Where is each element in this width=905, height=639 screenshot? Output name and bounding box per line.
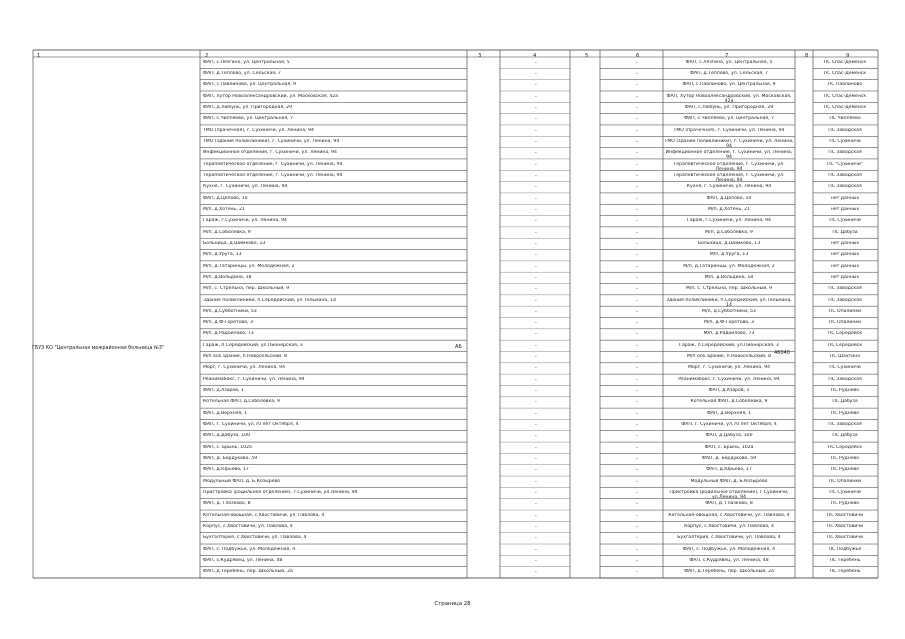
row-substation: ПС Дабуза [832,399,858,405]
row-address: ФАП, г. Сухиничи, ул.70 лет Октября, 4 [681,422,777,428]
row-col6-dash: - [636,161,638,168]
row-col6-dash: - [636,320,638,327]
row-substation: ПС Руднево [830,388,860,394]
row-object-name: Морг, г. Сухиничи, ул. Ленина, 94 [203,365,286,371]
row-col4-dash: - [535,229,537,236]
row-col6-dash: - [636,546,638,553]
row-substation: ПС Шахтино [829,354,861,360]
row-col6-dash: - [636,444,638,451]
row-object-name: М/п, д.Татаринцы, ул. Молодежная, 2 [203,263,295,269]
page-number: Страница 28 [434,601,471,607]
row-address: ФАП, д.Дабуза, 100 [705,433,753,439]
row-col4-dash: - [535,535,537,542]
row-object-name: Терапевтическое отделение, г. Сухиничи, ул. Ленина, 94 [203,161,343,167]
row-object-name: Инфекционное отделение, г. Сухиничи, ул. Ленина, 94 [203,150,337,156]
row-address: ФАП, д. Бордуково, 59 [701,456,757,462]
row-address: М/п, д.Вольдино, 18 [704,274,754,280]
row-address: Корпус, с.Хвостовичи, ул. Павлова, 4 [684,524,774,530]
row-substation: ПС Заводская [828,297,862,303]
row-col6-dash: - [636,229,638,236]
row-address: ФАП, с. Брынь, 102а [704,444,754,450]
row-col6-dash: - [636,286,638,293]
row-substation: ПС Чипляево [829,116,861,122]
row-col6-dash: - [636,172,638,179]
row-col4-dash: - [535,184,537,191]
row-col4-dash: - [535,410,537,417]
row-address: М/п, д.Хотень, 21 [707,206,750,212]
row-object-name: ТМО (здание поликлиники), г. Сухиничи, ул. Ленина, 94 [203,138,340,144]
row-substation: ПС Опалинки [828,308,862,314]
row-address: ФАП, д.Теплово, ул. Сельская, 7 [690,70,768,76]
row-object-name: Больница, д.Шимково, 13 [203,240,266,246]
row-address: ФАП, с. Подбужье, ул. Молодежная, 4 [682,546,776,552]
row-col4-dash: - [535,342,537,349]
row-object-name: Корпус, с.Хвостовичи, ул. Павлова, 4 [203,524,293,530]
column-number-1: 1 [37,53,41,59]
row-object-name: ФАП, с.Павлиново, ул. Центральная, 9 [203,82,297,88]
row-object-name: М/п, д.Соболевка, 9 [203,229,251,235]
row-col6-dash: - [636,127,638,134]
row-substation: ПС Подбужье [828,546,862,552]
row-substation: ПС Теребень [829,569,861,575]
row-address: М/п, д.Ф-Горетово, 3 [704,320,754,326]
row-col4-dash: - [535,116,537,123]
row-object-name: ФАП, д.Теплово, ул. Сельская, 7 [203,70,281,76]
row-substation: ПС Заводская [828,376,862,382]
row-col6-dash: - [636,104,638,111]
row-object-name: М/п, д.Радоилово, 73 [203,331,254,337]
row-col6-dash: - [636,365,638,372]
row-object-name: ФАП, г. Сухиничи, ул.70 лет Октября, 4 [203,422,299,428]
row-substation: ПС Руднево [830,410,860,416]
row-object-name: Котельная-овощная, с.Хвостовичи, ул. Павлова, 4 [203,512,325,518]
row-address: Кухня, г. Сухиничи, ул. Ленина, 94 [686,184,772,190]
row-col6-dash: - [636,342,638,349]
row-address: М/п, д.Уруга, 13 [709,252,749,258]
row-address: М/п, с. Стрельна, пер. Школьный, 9 [685,286,773,292]
row-object-name: ФАП, с.Кудрявец, ул. Ленина, 48 [203,558,283,563]
row-object-name: Кухня, г. Сухиничи, ул. Ленина, 94 [203,184,288,190]
row-col6-dash: - [636,422,638,429]
row-col4-dash: - [535,320,537,327]
row-col6-dash: - [636,297,638,304]
row-address: М/п, д.Субботники, 53 [702,308,756,314]
row-object-name: Здание поликлиники, п.Середейский, ул.Тельмана, 14 [203,297,336,303]
row-col6-dash: - [636,524,638,531]
row-col6-dash: - [636,456,638,463]
row-col6-dash: - [636,252,638,259]
row-object-name: ФАП, Хутор Новоалександровский, ул. Московская, 42а [203,93,339,99]
row-object-name: ФАП, д.Цепово, 10 [203,195,248,201]
row-col6-dash: - [636,512,638,519]
row-col4-dash: - [535,150,537,157]
row-object-name: ФАП, д.Теребень, пер. Школьный, 2а [203,569,293,575]
row-substation: нет данных [830,240,860,246]
row-address: ФАП, с.Чипляево, ул. Центральная, 7 [683,116,774,122]
row-col4-dash: - [535,512,537,519]
column-number-5: 5 [585,53,589,59]
row-address: ТМО (прачечная), г. Сухиничи, ул. Ленина, 94 [673,127,785,133]
row-object-name: ФАП, с. Брынь, 102а [203,444,252,450]
row-substation: нет данных [830,252,860,258]
row-object-name: ФАП, д.Верхняя, 1 [203,410,248,416]
row-col6-dash: - [636,308,638,315]
row-address: Гараж, п.Середейский, ул.Пионерская, 3 [679,342,779,348]
row-col4-dash: - [535,82,537,89]
row-address: Больница, д.Шимково, 13 [697,240,761,246]
row-object-name: ФАП, с. Подбужье, ул. Молодежная, 4 [203,546,296,552]
row-col4-dash: - [535,490,537,497]
row-address: Терапевтическое отделение, г. Сухиничи, ул. Ленина, 94 [673,172,785,184]
row-col6-dash: - [636,184,638,191]
row-col4-dash: - [535,127,537,134]
row-address: ФАП, д.Юрьево, 17 [706,467,752,473]
row-col4-dash: - [535,422,537,429]
row-object-name: ФАП, д.Азаров, 1 [203,388,244,394]
row-substation: ПС Хвостовичи [826,535,864,541]
column-number-7: 7 [725,53,729,59]
row-object-name: М/п, с. Стрельна, пер. Школьный, 9 [203,286,290,292]
row-substation: ПС Руднево [830,501,860,507]
row-address: ФАП, д.Цепово, 10 [706,195,752,201]
row-col6-dash: - [636,388,638,395]
row-col6-dash: - [636,274,638,281]
row-col6-dash: - [636,70,638,77]
row-object-name: М/п, д.Уруга, 13 [203,252,242,258]
row-address: ФАП, с.Любунь, ул. Пригородная, 29 [684,104,774,110]
row-address: Котельная ФАП, д.Соболевка, 9 [690,399,768,405]
row-substation: ПС Спас-Деменск [823,59,867,65]
row-col6-dash: - [636,558,638,564]
row-object-name: Гараж, п.Середейский, ул.Пионерская, 3 [203,342,303,348]
row-object-name: ФАП, с.Лязгино, ул. Центральная, 5 [203,59,290,65]
row-substation: ПС Опалинки [828,478,862,484]
row-col4-dash: - [535,286,537,293]
row-substation: ПС Хвостовичи [826,524,864,530]
row-col6-dash: - [636,478,638,485]
column-number-8: 8 [805,53,809,59]
row-address: Морг, г. Сухиничи, ул. Ленина, 94 [687,365,771,371]
column-number-3: 3 [478,53,482,59]
row-col4-dash: - [535,70,537,77]
row-address: ФАП, д.Верхняя, 1 [706,410,752,416]
row-col4-dash: - [535,331,537,338]
row-substation: ПС Заводская [828,172,862,178]
row-col4-dash: - [535,433,537,440]
row-object-name: М/п, д.Ф-Горетово, 3 [203,320,253,326]
row-substation: ПС Павлиново [827,82,863,88]
row-col4-dash: - [535,297,537,304]
row-address: Здание поликлиники, п.Середейский, ул.Тельмана, 14 [666,297,792,308]
row-object-name: Терапевтическое отделение, г. Сухиничи, ул. Ленина, 94 [203,172,343,178]
row-col6-dash: - [636,150,638,157]
row-address: ФАП, д.Теребень, пер. Школьный, 2а [684,569,774,575]
row-col6-dash: - [636,376,638,383]
row-address: М/п, д.Радоилово, 73 [703,331,755,337]
row-col4-dash: - [535,399,537,406]
row-object-name: Модульный ФАП, д. Б.Козырево [203,478,280,484]
col8-value: 46040 [774,350,790,356]
row-col4-dash: - [535,354,537,361]
row-col4-dash: - [535,274,537,281]
row-address: Терапевтическое отделение, г. Сухиничи, ул. Ленина, 94 [673,161,785,172]
row-col4-dash: - [535,240,537,247]
row-address: М/п, д.Татаринцы, ул. Молодежная, 2 [683,263,775,269]
row-col4-dash: - [535,501,537,508]
row-substation: ПС Заводская [828,184,862,190]
row-col6-dash: - [636,263,638,270]
row-address: ФАП, с.Лязгино, ул. Центральная, 5 [685,59,773,65]
row-substation: нет данных [830,206,860,212]
row-col4-dash: - [535,444,537,451]
row-col6-dash: - [636,399,638,406]
column-number-4: 4 [533,53,537,59]
row-col4-dash: - [535,524,537,531]
row-col4-dash: - [535,263,537,270]
row-col4-dash: - [535,478,537,485]
row-address: Модульный ФАП, д. Б.Козырево [690,478,768,484]
row-substation: ПС Сухиничи [829,365,861,371]
row-substation: ПС Спас-Деменск [823,93,867,99]
column-number-9: 9 [846,53,850,59]
row-substation: ПС Сухиничи [829,138,861,144]
row-col4-dash: - [535,161,537,168]
row-col4-dash: - [535,546,537,553]
row-substation: ПС Заводская [828,422,862,428]
row-col6-dash: - [636,206,638,213]
row-col4-dash: - [535,93,537,100]
row-substation: ПС "Сухиничи" [827,161,863,167]
row-col6-dash: - [636,490,638,497]
row-col6-dash: - [636,116,638,123]
row-object-name: М/п, д.Хотень, 21 [203,206,246,212]
row-col4-dash: - [535,308,537,315]
row-col6-dash: - [636,569,638,576]
row-col6-dash: - [636,535,638,542]
row-object-name: Гараж, г.Сухиничи, ул. Ленина, 94 [203,218,287,224]
row-object-name: ФАП, д.Юрьево, 17 [203,467,249,473]
row-col4-dash: - [535,195,537,202]
row-address: ФАП, с.Павлиново, ул. Центральная, 9 [682,82,776,88]
row-col6-dash: - [636,240,638,247]
row-col4-dash: - [535,172,537,179]
row-substation: нет данных [830,274,860,280]
row-address: ФАП, д.Азаров, 1 [708,388,750,394]
row-col4-dash: - [535,467,537,474]
row-col4-dash: - [535,59,537,66]
column-number-2: 2 [205,53,209,59]
row-address: Гараж, г.Сухиничи, ул. Ленина, 94 [687,218,771,224]
row-object-name: Котельная ФАП, д.Соболевка, 9 [203,399,280,405]
row-col4-dash: - [535,558,537,564]
row-col6-dash: - [636,410,638,417]
row-col6-dash: - [636,138,638,145]
row-substation: ПС Спас-Деменск [823,70,867,76]
row-object-name: М/п, д.Субботники, 53 [203,308,257,314]
row-substation: ПС Опалинки [828,320,862,326]
column-number-6: 6 [636,53,640,59]
row-address: ФАП, д. Глазково, 8 [705,501,753,507]
row-object-name: Пристройка (родильное отделение), г.Сухиничи, ул.Ленина, 94 [203,490,358,496]
row-col4-dash: - [535,104,537,111]
row-substation: ПС Руднево [830,467,860,473]
row-object-name: ТМО (прачечная), г. Сухиничи, ул. Ленина, 94 [203,127,314,133]
row-col6-dash: - [636,501,638,508]
row-col6-dash: - [636,195,638,202]
row-substation: ПС Дабуза [832,229,858,235]
col3-value: АБ [455,344,462,350]
row-object-name: М/п осв.здание, п.Новосельский, 8 [203,354,288,360]
row-object-name: Реанимабокс, г. Сухиничи, ул. Ленина, 94 [203,376,305,382]
row-object-name: М/п, д.Вольдино, 18 [203,274,252,280]
row-col4-dash: - [535,569,537,576]
row-object-name: ФАП, д.Дабуза, 100 [203,433,251,439]
row-address: М/п, д.Соболевка, 9 [705,229,753,235]
row-col4-dash: - [535,365,537,372]
row-address: Реанимабокс, г. Сухиничи, ул. Ленина, 94 [678,376,780,382]
row-substation: ПС Сухиничи [829,218,861,224]
row-object-name: ФАП, д. Бордуково, 59 [203,456,258,462]
row-substation: ПС Середейск [827,342,863,348]
row-address: М/п осв.здание, п.Новосельский, 8 [686,354,771,360]
row-substation: ПС Заводская [828,286,862,292]
row-substation: ПС Сухиничи [829,490,861,496]
row-address: Бухгалтерия, с.Хвостовичи, ул. Павлова, 4 [677,535,781,541]
row-object-name: ФАП, с.Чипляево, ул. Центральная, 7 [203,116,294,122]
row-address: ТМО (здание поликлиники), г. Сухиничи, ул. Ленина, 94 [664,138,794,150]
row-substation: ПС Заводская [828,150,862,156]
row-substation: ПС Заводская [828,127,862,133]
row-col4-dash: - [535,388,537,395]
row-col6-dash: - [636,82,638,89]
row-col4-dash: - [535,218,537,225]
row-col4-dash: - [535,138,537,145]
row-col6-dash: - [636,354,638,361]
row-substation: ПС Середейск [827,331,863,337]
row-address: ФАП, с.Кудрявец, ул. Ленина, 48 [689,558,769,563]
row-col4-dash: - [535,376,537,383]
row-substation: нет данных [830,263,860,269]
organization-name: ГБУЗ КО "Центральная межрайонная больница №3" [32,346,165,351]
row-col6-dash: - [636,218,638,225]
row-address: Инфекционное отделение, г. Сухиничи, ул. Ленина, 94 [665,150,793,161]
row-substation: нет данных [830,195,860,201]
row-object-name: ФАП, д. Глазково, 8 [203,501,251,507]
row-col4-dash: - [535,206,537,213]
row-substation: ПС Дабуза [832,433,858,439]
row-col6-dash: - [636,433,638,440]
row-substation: ПС Теребень [829,558,861,563]
row-address: Котельная-овощная, с.Хвостовичи, ул. Павлова, 4 [668,512,790,518]
row-address: Пристройка (родильное отделение), г.Сухиничи, ул.Ленина, 94 [669,490,789,501]
row-substation: ПС Середейск [827,444,863,450]
row-object-name: ФАП, д.Любунь, ул. Пригородная, 29 [203,104,293,110]
row-col6-dash: - [636,467,638,474]
row-col6-dash: - [636,93,638,100]
row-address: ФАП, Хутор Новоалександровский, ул. Московская, 42а [666,93,792,104]
row-substation: ПС Руднево [830,456,860,462]
row-object-name: Бухгалтерия, с.Хвостовичи, ул. Павлова, 4 [203,535,307,541]
row-col4-dash: - [535,252,537,259]
row-col6-dash: - [636,59,638,66]
row-substation: ПС Хвостовичи [826,512,864,518]
row-substation: ПС Спас-Деменск [823,104,867,110]
row-col6-dash: - [636,331,638,338]
row-col4-dash: - [535,456,537,463]
